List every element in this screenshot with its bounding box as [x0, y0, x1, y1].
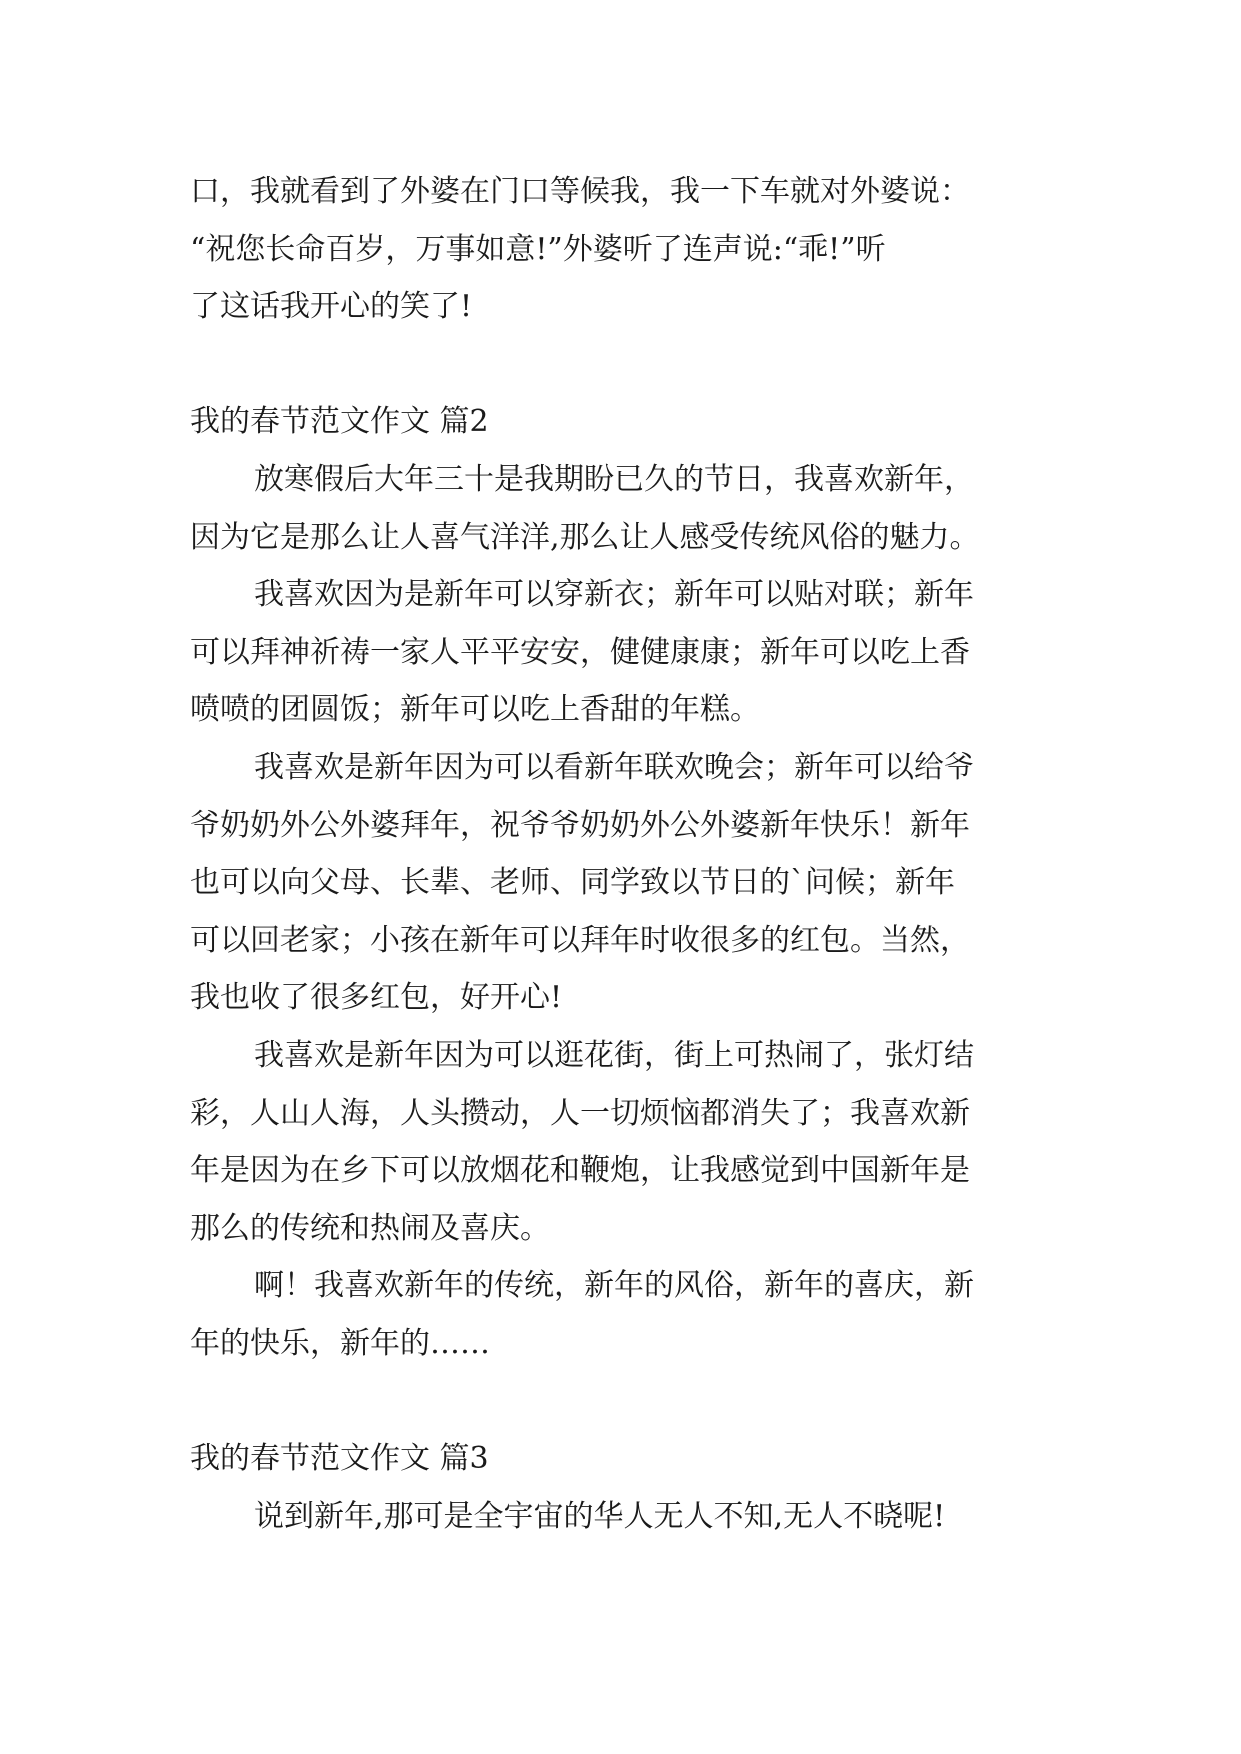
paragraph [190, 1488, 1060, 1546]
paragraph [190, 739, 1060, 1027]
text-line: 年的快乐，新年的…… [190, 1325, 490, 1361]
section-continuation [190, 163, 1060, 336]
section-gap [190, 336, 1060, 394]
text-line: 喷喷的团圆饭；新年可以吃上香甜的年糕。 [190, 692, 760, 728]
paragraph [190, 1257, 1060, 1372]
text-line: 我喜欢是新年因为可以看新年联欢晚会；新年可以给爷 [254, 749, 974, 785]
essay-heading: 我的春节范文作文 篇2 [190, 404, 489, 440]
section-gap [190, 1372, 1060, 1430]
document-body [190, 163, 1060, 1545]
text-line: 也可以向父母、长辈、老师、同学致以节日的`问候；新年 [190, 865, 955, 901]
text-line: 爷奶奶外公外婆拜年，祝爷爷奶奶外公外婆新年快乐！新年 [190, 807, 970, 843]
text-line: 那么的传统和热闹及喜庆。 [190, 1210, 550, 1246]
text-line: 了这话我开心的笑了! [190, 289, 473, 325]
text-line: 可以拜神祈祷一家人平平安安，健健康康；新年可以吃上香 [190, 634, 970, 670]
text-line: 我喜欢因为是新年可以穿新衣；新年可以贴对联；新年 [254, 577, 974, 613]
section-essay-3 [190, 1430, 1060, 1545]
paragraph [190, 1027, 1060, 1257]
text-line: 啊！我喜欢新年的传统，新年的风俗，新年的喜庆，新 [254, 1268, 974, 1304]
section-essay-2 [190, 393, 1060, 1372]
text-line: “祝您长命百岁，万事如意!”外婆听了连声说:“乖!”听 [190, 231, 886, 267]
text-line: 放寒假后大年三十是我期盼已久的节日，我喜欢新年， [254, 461, 974, 497]
text-line: 口，我就看到了外婆在门口等候我，我一下车就对外婆说： [190, 174, 970, 209]
text-line: 年是因为在乡下可以放烟花和鞭炮，让我感觉到中国新年是 [190, 1153, 970, 1189]
text-line: 我也收了很多红包，好开心! [190, 980, 563, 1016]
text-line: 可以回老家；小孩在新年可以拜年时收很多的红包。当然， [190, 922, 970, 958]
text-line: 彩，人山人海，人头攒动，人一切烦恼都消失了；我喜欢新 [190, 1095, 970, 1131]
paragraph [190, 566, 1060, 739]
essay-heading: 我的春节范文作文 篇3 [190, 1441, 489, 1477]
text-line: 说到新年,那可是全宇宙的华人无人不知,无人不晓呢! [254, 1498, 946, 1534]
text-line: 因为它是那么让人喜气洋洋,那么让人感受传统风俗的魅力。 [190, 519, 980, 555]
text-line: 我喜欢是新年因为可以逛花街，街上可热闹了，张灯结 [254, 1037, 974, 1073]
paragraph [190, 451, 1060, 566]
